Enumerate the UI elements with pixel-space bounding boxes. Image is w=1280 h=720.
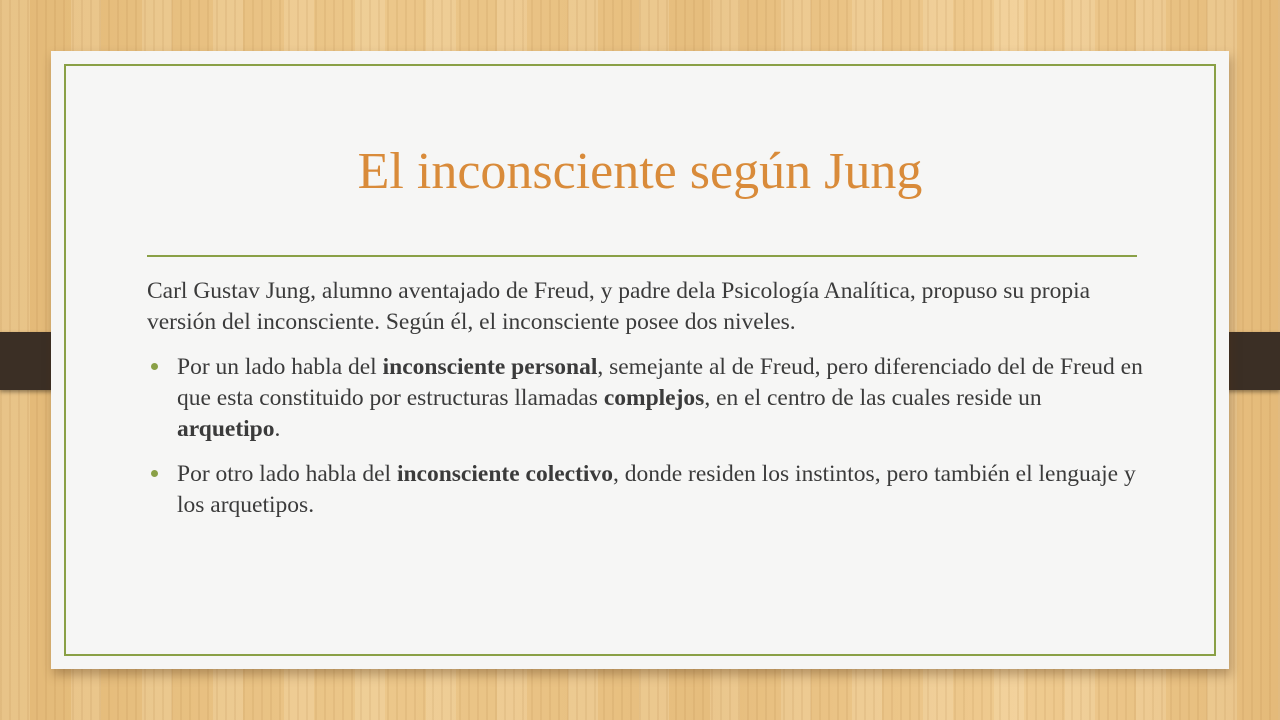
title-divider	[147, 255, 1137, 257]
slide-card	[51, 51, 1229, 669]
bullet-text: Por otro lado habla del	[177, 461, 397, 487]
bold-term: inconsciente personal	[382, 354, 598, 380]
bullet-text: , donde residen los instintos, pero también el lenguaje y los arquetipos.	[177, 461, 1136, 518]
bullet-item-personal	[147, 352, 1149, 445]
bold-term: arquetipo	[177, 416, 275, 442]
bullet-text: .	[274, 416, 281, 442]
bold-term: inconsciente colectivo	[396, 461, 613, 487]
bullet-dot-icon	[151, 470, 158, 477]
bullet-dot-icon	[151, 363, 158, 370]
bullet-text: , en el centro de las cuales reside un	[704, 385, 1042, 411]
bullet-text: , semejante al de Freud, pero diferenciado del de Freud en que esta constituido por estructuras llamadas	[177, 354, 1143, 411]
bullet-item-collective	[147, 459, 1149, 521]
slide-body	[147, 276, 1149, 535]
bullet-text: Por un lado habla del	[177, 354, 383, 380]
intro-paragraph: Carl Gustav Jung, alumno aventajado de Freud, y padre dela Psicología Analítica, propuso su propia versión del inconsciente. Según él, el inconsciente posee dos niveles.	[147, 278, 1091, 335]
bold-term: complejos	[603, 385, 705, 411]
bullet-list	[147, 352, 1149, 521]
slide-title: El inconsciente según Jung	[357, 143, 923, 200]
